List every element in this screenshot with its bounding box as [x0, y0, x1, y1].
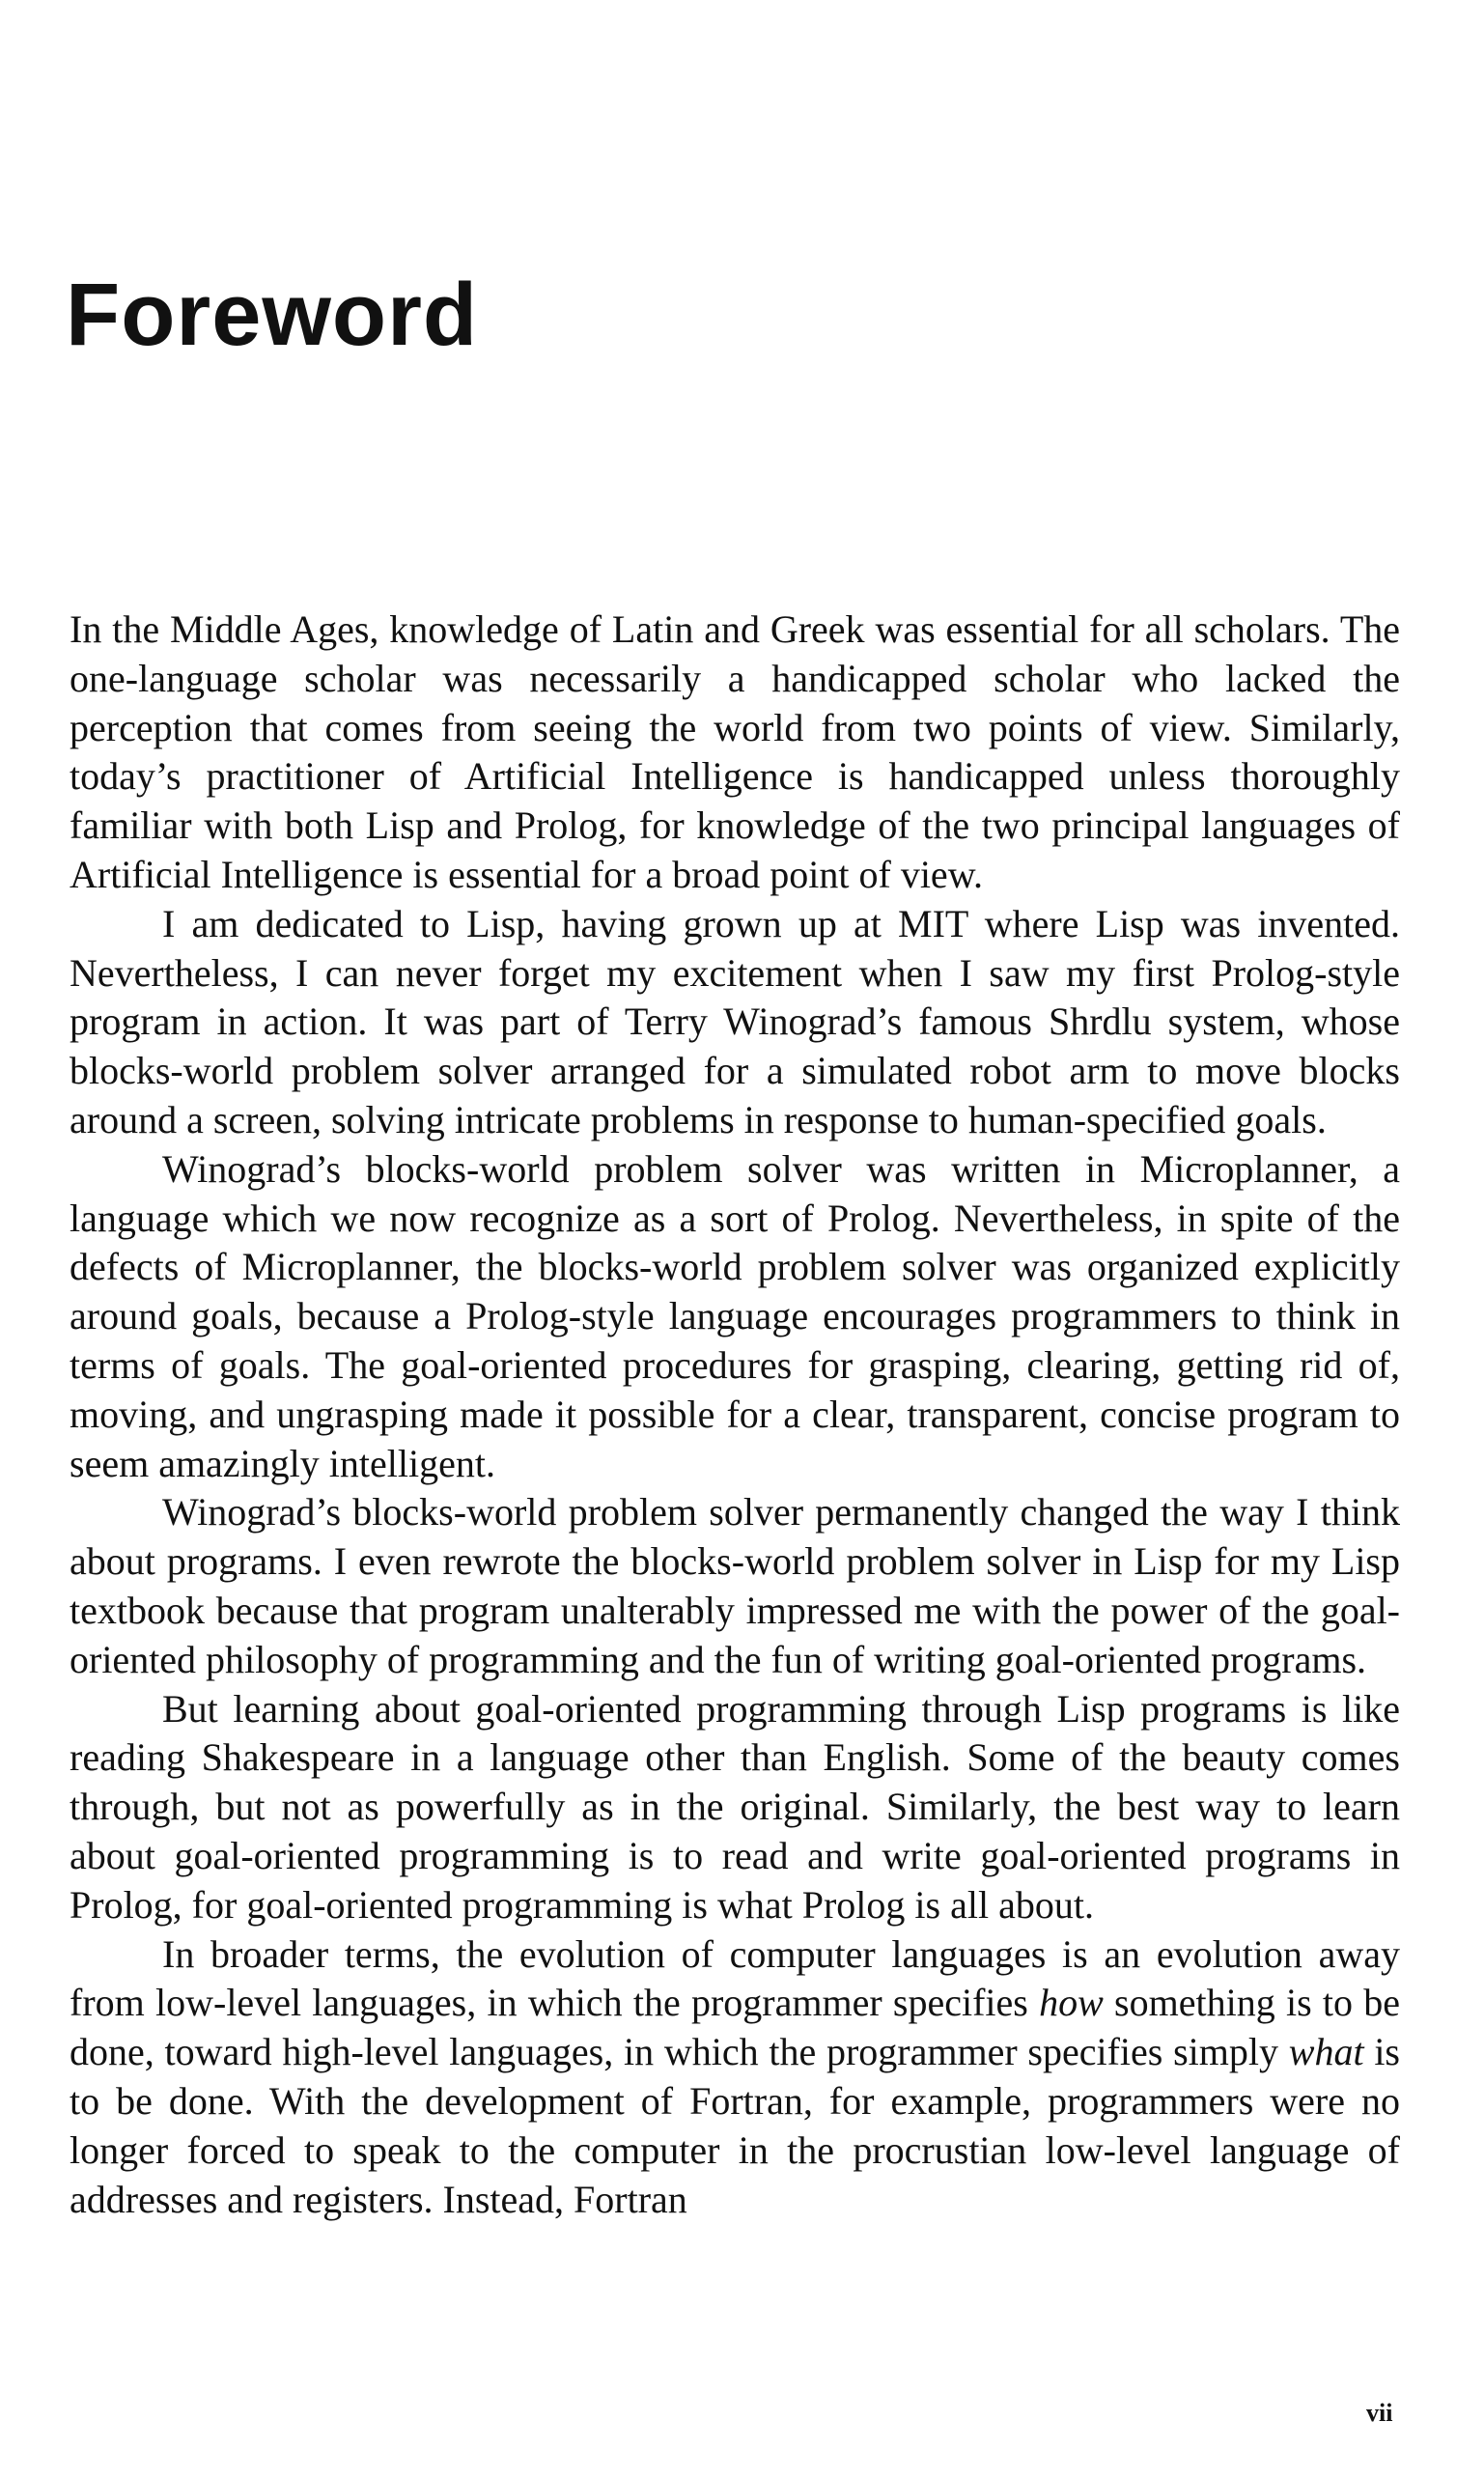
text-run: In broader terms, the evolution of computer languages is an evolution away from low-level languages, in which the programmer specifies [70, 1931, 1400, 2025]
paragraph: In the Middle Ages, knowledge of Latin and Greek was essential for all scholars. The one-language scholar was necessarily a handicapped scholar who lacked the perception that comes from seeing the world from two points of view. Similarly, today’s practitioner of Artificial Intelligence is handicapped unless thoroughly familiar with both Lisp and Prolog, for knowledge of the two principal languages of Artificial Intelligence is essential for a broad point of view. [70, 607, 1400, 896]
paragraph: Winograd’s blocks-world problem solver permanently changed the way I think about programs. I even rewrote the blocks-world problem solver in Lisp for my Lisp textbook because that program unalterably impressed me with the power of the goal-oriented philosophy of programming and the fun of writing goal-oriented programs. [70, 1490, 1400, 1681]
text-run: is to be done. With the development of Fortran, for example, programmers were no longer forced to speak to the computer in the procrustian low-level language of addresses and registers. Instead, Fortran [70, 2030, 1400, 2221]
paragraph: Winograd’s blocks-world problem solver was written in Microplanner, a language which we now recognize as a sort of Prolog. Nevertheless, in spite of the defects of Microplanner, the blocks-world problem solver was organized explicitly around goals, because a Prolog-style language encourages programmers to think in terms of goals. The goal-oriented procedures for grasping, clearing, getting rid of, moving, and ungrasping made it possible for a clear, transparent, concise program to seem amazingly intelligent. [70, 1146, 1400, 1485]
page-number: vii [1366, 2399, 1393, 2427]
emphasis-what: what [1288, 2030, 1364, 2074]
emphasis-how: how [1039, 1981, 1104, 2025]
page-title: Foreword [66, 266, 479, 364]
paragraph: I am dedicated to Lisp, having grown up at MIT where Lisp was invented. Nevertheless, I can never forget my excitement when I saw my first Prolog-style program in action. It was part of Terry Winograd’s famous Shrdlu system, whose blocks-world problem solver arranged for a simulated robot arm to move blocks around a screen, solving intricate problems in response to human-specified goals. [70, 901, 1400, 1141]
paragraph: But learning about goal-oriented programming through Lisp programs is like reading Shakespeare in a language other than English. Some of the beauty comes through, but not as powerfully as in the original. Similarly, the best way to learn about goal-oriented programming is to read and write goal-oriented programs in Prolog, for goal-oriented programming is what Prolog is all about. [70, 1686, 1400, 1927]
paragraph [70, 1930, 1400, 2225]
foreword-body [70, 605, 1400, 2224]
text-run: something is to be done, toward high-level languages, in which the programmer specifies simply [70, 1981, 1400, 2074]
